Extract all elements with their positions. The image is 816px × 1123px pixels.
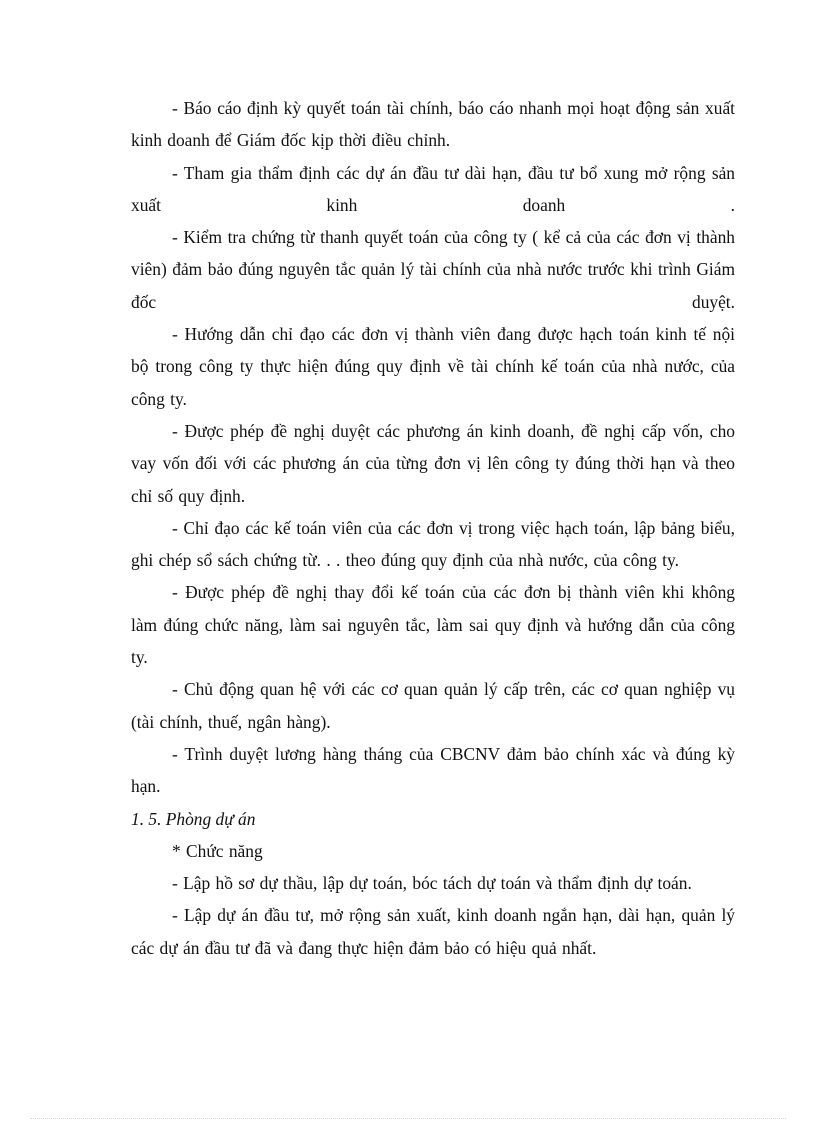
text-line: - Lập dự án đầu tư, mở rộng sản xuất, kinh doanh ngắn hạn, dài hạn,: [172, 905, 676, 926]
text-line: - Kiểm tra chứng từ thanh quyết toán của công ty ( kể cả của các đơn vị: [172, 227, 691, 248]
text-line: và theo chỉ số quy định.: [131, 453, 735, 506]
paragraph: [131, 673, 735, 738]
text-line: cho vay vốn đối với các phương án của từng đơn vị lên công ty đúng thời hạn: [131, 420, 735, 474]
text-line: - Tham gia thẩm định các dự án đầu tư dài hạn, đầu tư bổ xung mở rộng: [172, 162, 706, 183]
paragraph: [131, 157, 735, 222]
text-line: - Báo cáo định kỳ quyết toán tài chính, báo cáo nhanh mọi hoạt động sản: [172, 98, 700, 118]
text-line: sản xuất kinh doanh .: [131, 162, 735, 215]
text-line: - Được phép đề nghị thay đổi kế toán của các đơn bị thành viên khi: [172, 582, 685, 603]
section-heading: 1. 5. Phòng dự án: [131, 808, 256, 829]
subheading: * Chức năng: [172, 840, 263, 861]
text-line: dẫn của công ty.: [131, 614, 735, 668]
paragraph: [131, 92, 735, 157]
text-line: khi trình Giám đốc duyệt.: [131, 259, 735, 312]
text-line: - Chỉ đạo các kế toán viên của các đơn vị trong việc hạch toán, lập bảng: [172, 517, 695, 538]
text-line: - Hướng dẫn chỉ đạo các đơn vị thành viên đang được hạch toán kinh tế: [172, 324, 707, 345]
document-page: [131, 92, 735, 964]
paragraph: [131, 738, 735, 803]
paragraph: [131, 576, 735, 673]
paragraph: [131, 221, 735, 318]
text-line: xuất kinh doanh để Giám đốc kịp thời điều chỉnh.: [131, 98, 735, 151]
paragraph: [131, 867, 735, 899]
text-line: vụ (tài chính, thuế, ngân hàng).: [131, 679, 735, 732]
text-line: không làm đúng chức năng, làm sai nguyên tắc, làm sai quy định và hướng: [131, 582, 735, 635]
page-bottom-divider: [30, 1118, 786, 1119]
paragraph: [131, 899, 735, 964]
text-line: - Được phép đề nghị duyệt các phương án kinh doanh, đề nghị cấp vốn,: [172, 420, 704, 441]
paragraph: [131, 318, 735, 415]
text-line: quản lý các dự án đầu tư đã và đang thực hiện đảm bảo có hiệu quả nhất.: [131, 905, 735, 958]
text-line: - Trình duyệt lương hàng tháng của CBCNV đảm bảo chính xác và đúng: [172, 743, 711, 764]
text-line: công ty.: [623, 550, 679, 571]
text-line: - Chủ động quan hệ với các cơ quan quản lý cấp trên, các cơ quan nghiệp: [172, 679, 712, 700]
text-line: biểu, ghi chép sổ sách chứng từ. . . theo đúng quy định của nhà nước, của: [131, 517, 735, 571]
text-line: kỳ hạn.: [131, 743, 735, 797]
text-line: - Lập hồ sơ dự thầu, lập dự toán, bóc tách dự toán và thẩm định dự toán.: [172, 873, 692, 894]
paragraph: [131, 512, 735, 577]
text-line: nội bộ trong công ty thực hiện đúng quy định về tài chính kế toán của nhà: [131, 324, 735, 377]
text-line: thành viên) đảm bảo đúng nguyên tắc quản lý tài chính của nhà nước trước: [131, 227, 735, 280]
paragraph: [131, 415, 735, 512]
text-line: nước, của công ty.: [131, 356, 735, 409]
